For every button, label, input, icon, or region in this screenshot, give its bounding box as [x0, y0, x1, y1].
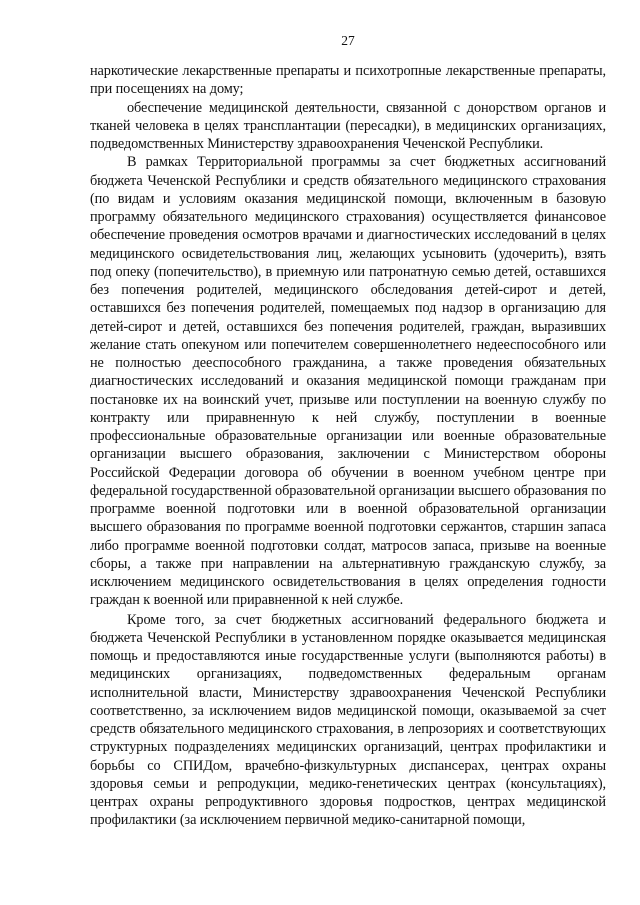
- paragraph-narcotics-continuation: наркотические лекарственные препараты и психотропные лекарственные препараты, при посещениях на дому;: [90, 63, 606, 98]
- paragraph-organ-donation: обеспечение медицинской деятельности, связанной с донорством органов и тканей человека в целях трансплантации (пересадки), в медицинских организациях, подведомственных Министерству здравоохранения Чеченской Республики.: [90, 99, 606, 152]
- paragraph-federal-budget: Кроме того, за счет бюджетных ассигнований федерального бюджета и бюджета Чеченской Республики в установленном порядке оказывается медицинская помощь и предоставляются иные государственные услуги (выполняются работы) в медицинских организациях, подведомственных федеральным органам исполнительной власти, Министерству здравоохранения Чеченской Республики соответственно, за исключением видов медицинской помощи, оказываемой за счет средств обязательного медицинского страхования, в лепрозориях и соответствующих структурных подразделениях медицинских организаций, центрах профилактики и борьбы со СПИДом, врачебно-физкультурных диспансерах, центрах охраны здоровья семьи и репродукции, медико-генетических центрах (консультациях), центрах охраны репродуктивного здоровья подростков, центрах медицинской профилактики (за исключением первичной медико-санитарной помощи,: [90, 611, 606, 829]
- paragraph-territorial-program: В рамках Территориальной программы за счет бюджетных ассигнований бюджета Чеченской Республики и средств обязательного медицинского страхования (по видам и условиям оказания медицинской помощи, включенным в базовую программу обязательного медицинского страхования) осуществляется финансовое обеспечение проведения осмотров врачами и диагностических исследований в целях медицинского освидетельствования лиц, желающих усыновить (удочерить), взять под опеку (попечительство), в приемную или патронатную семью детей, оставшихся без попечения родителей, медицинского обследования детей-сирот и детей, оставшихся без попечения родителей, помещаемых под надзор в организацию для детей-сирот и детей, оставшихся без попечения родителей, граждан, выразивших желание стать опекуном или попечителем совершеннолетнего недееспособного или не полностью дееспособного гражданина, а также проведения обязательных диагностических исследований и оказания медицинской помощи гражданам при постановке их на воинский учет, призыве или поступлении на военную службу по контракту или приравненную к ней службу, поступлении в военные профессиональные образовательные организации или военные образовательные организации высшего образования, заключении с Министерством обороны Российской Федерации договора об обучении в военном учебном центре при федеральной государственной образовательной организации высшего образования по программе военной подготовки или в военной образовательной организации высшего образования по программе военной подготовки сержантов, старшин запаса либо программе военной подготовки солдат, матросов запаса, призыве на военные сборы, а также при направлении на альтернативную гражданскую службу, за исключением медицинского освидетельствования в целях определения годности граждан к военной или приравненной к ней службе.: [90, 154, 606, 609]
- page-number: 27: [341, 33, 355, 48]
